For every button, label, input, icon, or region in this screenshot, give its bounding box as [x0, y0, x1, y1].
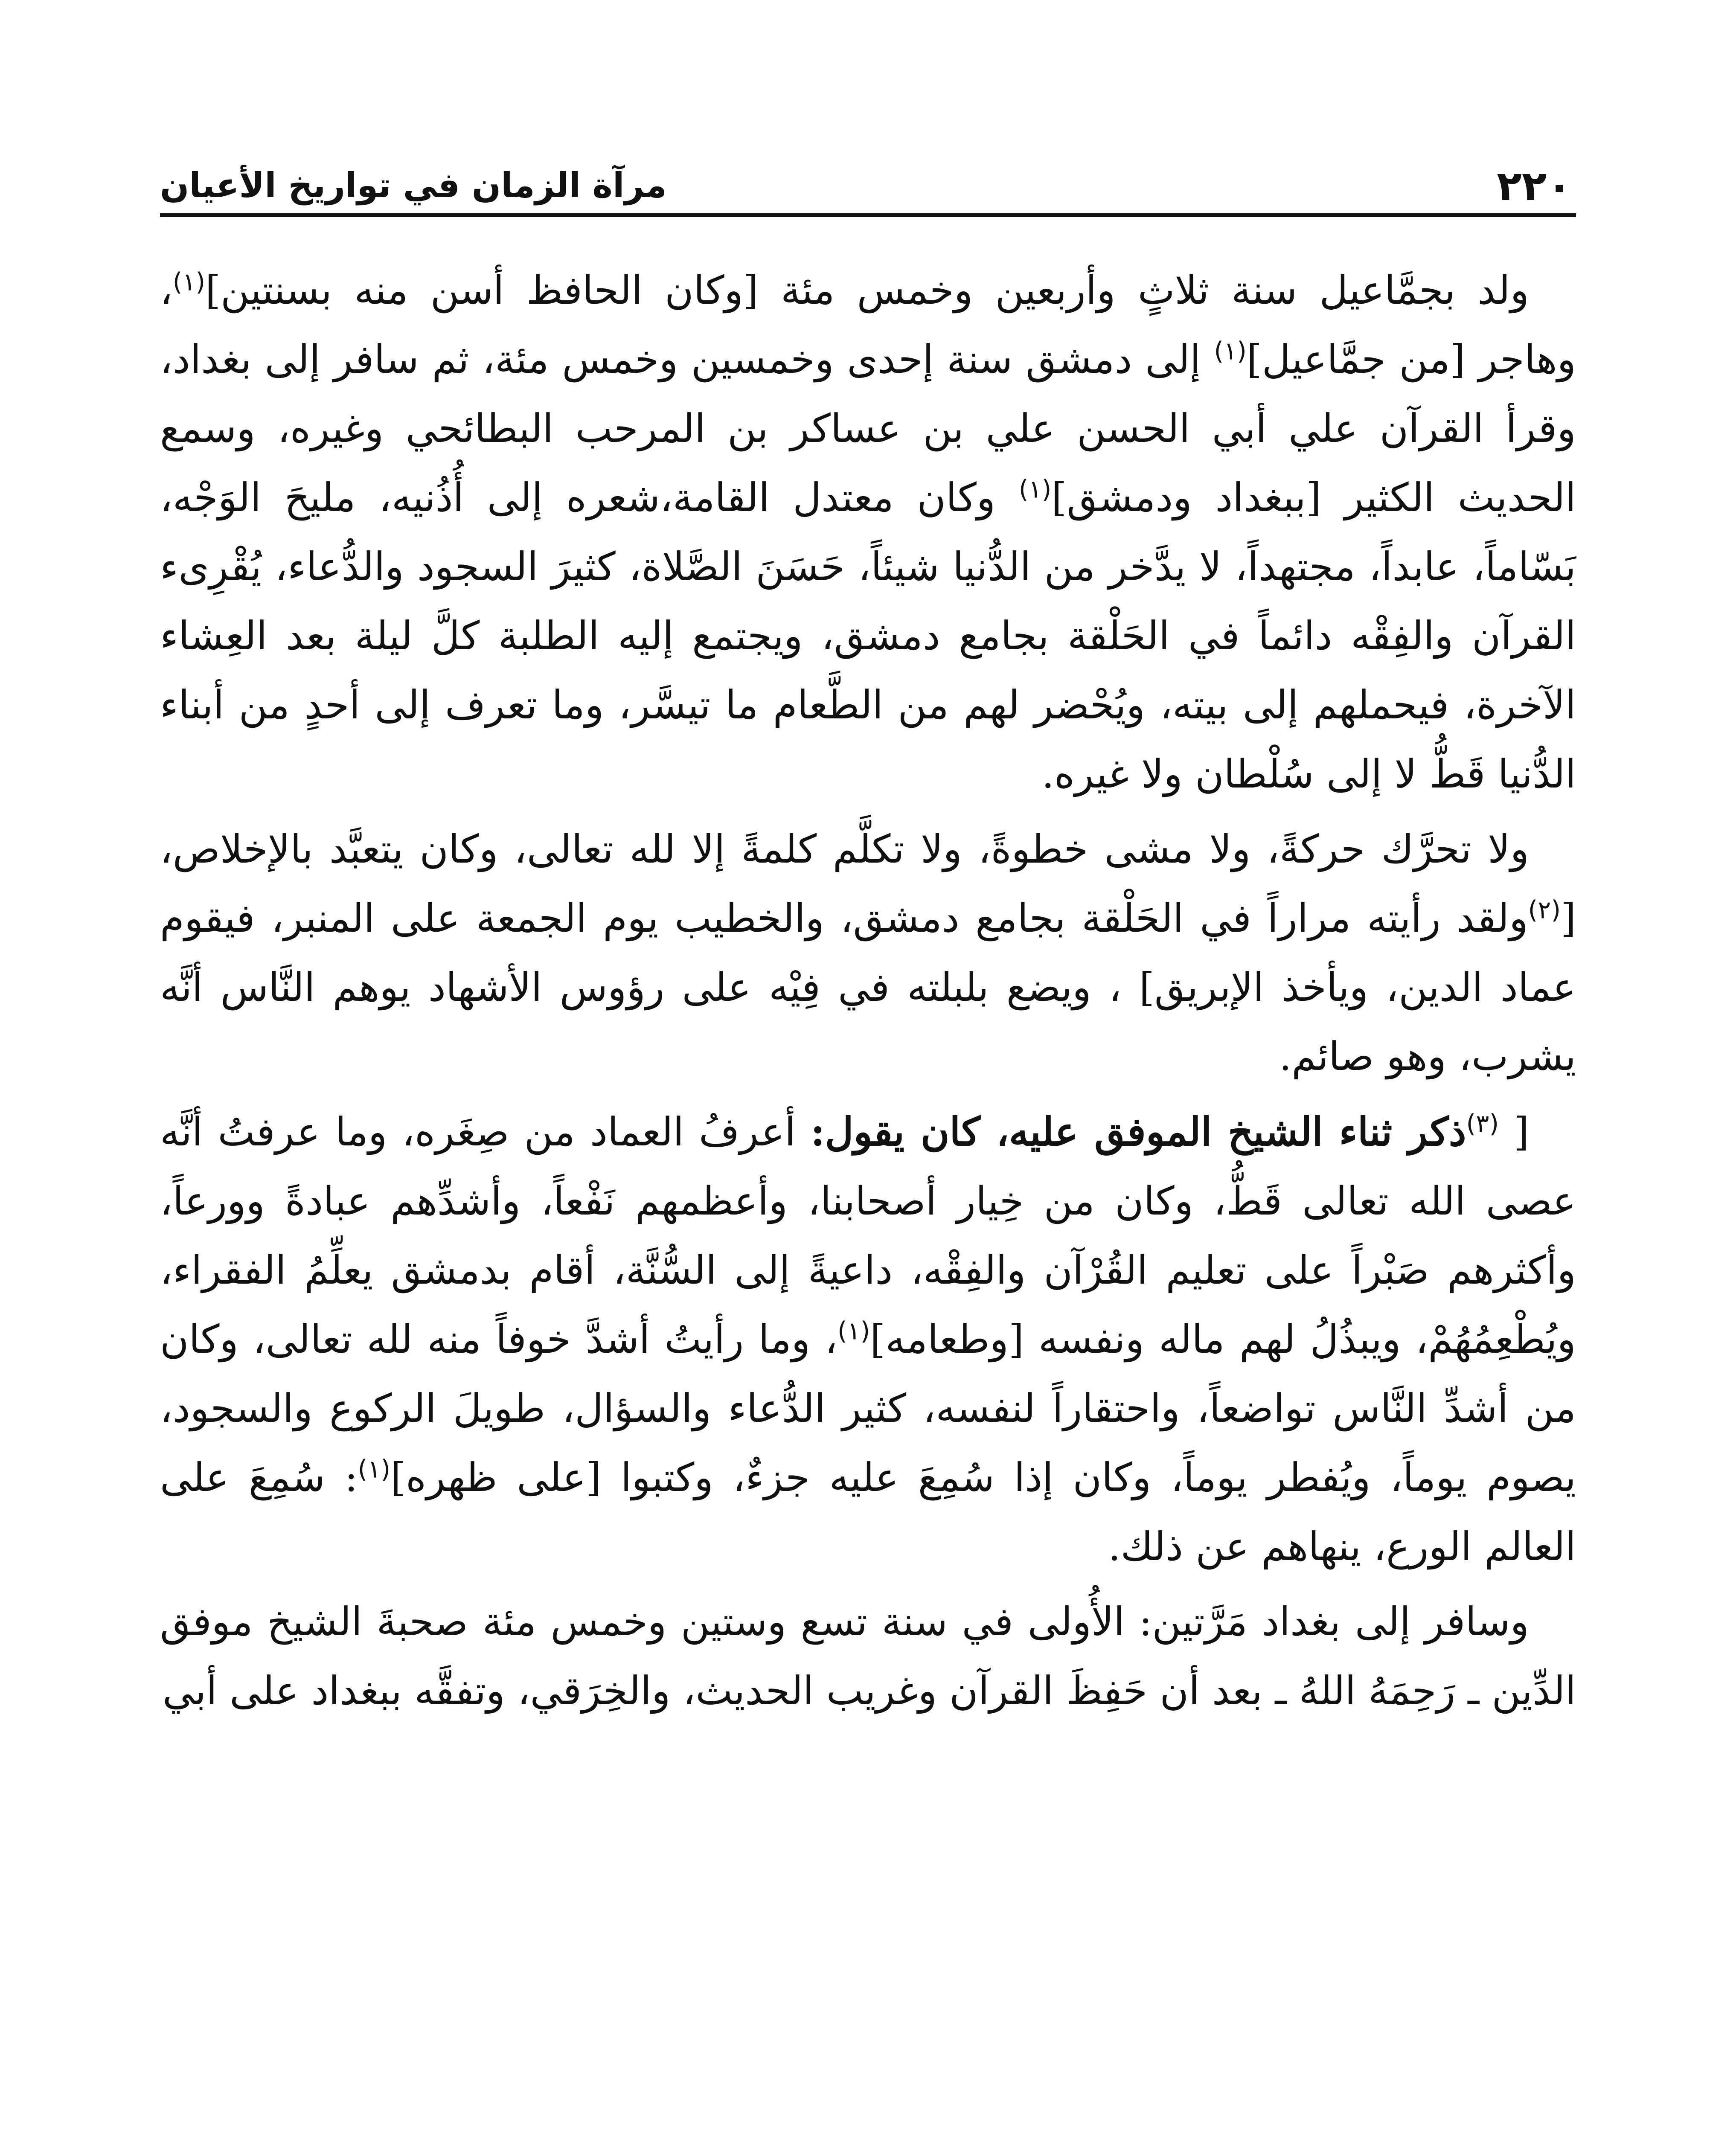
paragraph-3-text-a: أعرفُ العماد من صِغَره، وما عرفتُ أنَّه عصى الله تعالى قَطُّ، وكان من خِيار أصحابنا، وأعظمهم نَفْعاً، وأشدِّهم عبادةً وورعاً، وأكثرهم صَبْراً على تعليم القُرْآن والفِقْه، داعيةً إلى السُّنَّة، أقام بدمشق يعلِّمُ الفقراء، ويُطْعِمُهُمْ، ويبذُلُ لهم ماله ونفسه [وطعامه]	[160, 1109, 1576, 1362]
footnote-ref: (١)	[837, 1316, 870, 1345]
paragraph-4-text: وسافر إلى بغداد مَرَّتين: الأُولى في سنة تسع وستين وخمس مئة صحبةَ الشيخ موفق الدِّين ـ رَحِمَهُ اللهُ ـ بعد أن حَفِظَ القرآن وغريب الحديث، والخِرَقي، وتفقَّه ببغداد على أبي	[160, 1599, 1576, 1714]
section-heading: ذكر ثناء الشيخ الموفق عليه، كان يقول:	[810, 1109, 1466, 1155]
paragraph-3-text-c: : سُمِعَ على العالم الورع، ينهاهم عن ذلك.	[160, 1455, 1576, 1569]
page-number: ٢٢٠	[1497, 162, 1572, 210]
paragraph-4	[160, 1587, 1576, 1726]
footnote-ref: (٣)	[1466, 1109, 1499, 1138]
paragraph-1-text-d: وكان معتدل القامة،شعره إلى أُذُنيه، مليحَ الوَجْه، بَسّاماً، عابداً، مجتهداً، لا يدَّخر من الدُّنيا شيئاً، حَسَنَ الصَّلاة، كثيرَ السجود والدُّعاء، يُقْرِىء القرآن والفِقْه دائماً في الحَلْقة بجامع دمشق، ويجتمع إليه الطلبة كلَّ ليلة بعد العِشاء الآخرة، فيحملهم إلى بيته، ويُحْضر لهم من الطَّعام ما تيسَّر، وما تعرف إلى أحدٍ من أبناء الدُّنيا قَطُّ لا إلى سُلْطان ولا غيره.	[160, 475, 1576, 797]
paragraph-1-text-b: ، وهاجر [من جمَّاعيل]	[160, 267, 1576, 382]
paragraph-1-text-a: ولد بجمَّاعيل سنة ثلاثٍ وأربعين وخمس مئة [وكان الحافظ أسن منه بسنتين]	[205, 267, 1529, 313]
paragraph-2-text-b: ولقد رأيته مراراً في الحَلْقة بجامع دمشق، والخطيب يوم الجمعة على المنبر، فيقوم عماد الدين، ويأخذ الإبريق] ، ويضع بلبلته في فِيْه على رؤوس الأشهاد يوهم النَّاس أنَّه يشرب، وهو صائم.	[160, 895, 1576, 1079]
running-title: مرآة الزمان في تواريخ الأعيان	[160, 166, 667, 205]
footnote-ref: (١)	[1018, 474, 1052, 504]
footnote-ref: (١)	[1214, 336, 1247, 366]
paragraph-1-text-c: إلى دمشق سنة إحدى وخمسين وخمس مئة، ثم سافر إلى بغداد، وقرأ القرآن علي أبي الحسن علي بن عساكر بن المرحب البطائحي وغيره، وسمع الحديث الكثير [ببغداد ودمشق]	[160, 337, 1576, 520]
main-text	[160, 256, 1576, 1732]
paragraph-3-text-b: ، وما رأيتُ أشدَّ خوفاً منه لله تعالى، وكان من أشدِّ النَّاس تواضعاً، واحتقاراً لنفسه، كثير الدُّعاء والسؤال، طويلَ الركوع والسجود، يصوم يوماً، ويُفطر يوماً، وكان إذا سُمِعَ عليه جزءٌ، وكتبوا [على ظهره]	[160, 1316, 1576, 1500]
bracket-open: [	[1499, 1109, 1530, 1155]
footnote-ref: (١)	[358, 1454, 391, 1484]
paragraph-1	[160, 256, 1576, 809]
footnote-ref: (١)	[172, 267, 206, 296]
paragraph-2-text-a: ولا تحرَّك حركةً، ولا مشى خطوةً، ولا تكلَّم كلمةً إلا لله تعالى، وكان يتعبَّد بالإخلاص، [	[160, 826, 1576, 941]
paragraph-2	[160, 815, 1576, 1091]
page-header	[160, 149, 1576, 217]
paragraph-3	[160, 1097, 1576, 1581]
footnote-ref: (٢)	[1528, 895, 1561, 924]
